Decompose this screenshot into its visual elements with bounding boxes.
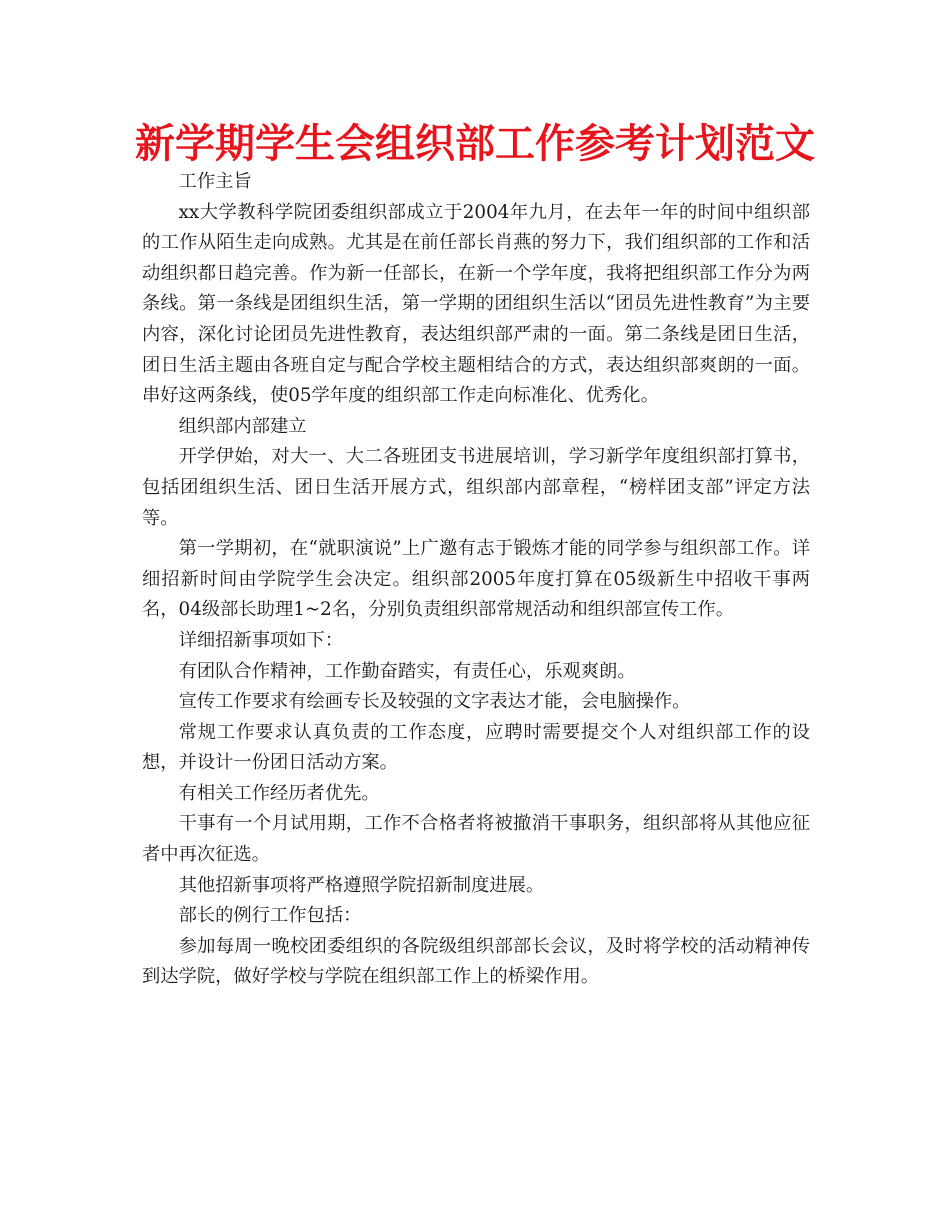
paragraph: 宣传工作要求有绘画专长及较强的文字表达才能，会电脑操作。 — [178, 691, 691, 713]
paragraph: xx大学教科学院团委组织部成立于2004年九月，在去年一年的时间中组织部的工作从陌生走向成熟。尤其是在前任部长肖燕的努力下，我们组织部的工作和活动组织都日趋完善。作为新一任部长，在新一个学年度，我将把组织部工作分为两条线。第一条线是团组织生活，第一学期的团组织生活以“团员先进性教育”为主要内容，深化讨论团员先进性教育，表达组织部严肃的一面。第二条线是团日生活，团日生活主题由各班自定与配合学校主题相结合的方式，表达组织部爽朗的一面。串好这两条线，使05学年度的组织部工作走向标准化、优秀化。 — [142, 201, 810, 407]
paragraph: 详细招新事项如下： — [178, 629, 344, 651]
paragraph: 干事有一个月试用期，工作不合格者将被撤消干事职务，组织部将从其他应征者中再次征选。 — [142, 813, 810, 866]
paragraph: 第一学期初，在“就职演说”上广邀有志于锻炼才能的同学参与组织部工作。详细招新时间由学院学生会决定。组织部2005年度打算在05级新生中招收干事两名，04级部长助理1~2名，分别负责组织部常规活动和组织部宣传工作。 — [142, 538, 810, 621]
section-heading: 工作主旨 — [178, 171, 252, 192]
paragraph: 常规工作要求认真负责的工作态度，应聘时需要提交个人对组织部工作的设想，并设计一份团日活动方案。 — [142, 721, 810, 774]
paragraph: 有相关工作经历者优先。 — [178, 782, 380, 804]
paragraph: 有团队合作精神，工作勤奋踏实，有责任心，乐观爽朗。 — [178, 660, 636, 682]
document-title: 新学期学生会组织部工作参考计划范文 — [135, 121, 815, 167]
paragraph: 部长的例行工作包括： — [178, 905, 362, 927]
paragraph: 其他招新事项将严格遵照学院招新制度进展。 — [178, 874, 545, 896]
paragraph: 参加每周一晚校团委组织的各院级组织部部长会议，及时将学校的活动精神传到达学院，做好学校与学院在组织部工作上的桥梁作用。 — [142, 935, 810, 988]
section-heading: 组织部内部建立 — [178, 415, 307, 437]
paragraph: 开学伊始，对大一、大二各班团支书进展培训，学习新学年度组织部打算书，包括团组织生活、团日生活开展方式，组织部内部章程，“榜样团支部”评定方法等。 — [142, 446, 810, 529]
document-body — [142, 167, 810, 993]
